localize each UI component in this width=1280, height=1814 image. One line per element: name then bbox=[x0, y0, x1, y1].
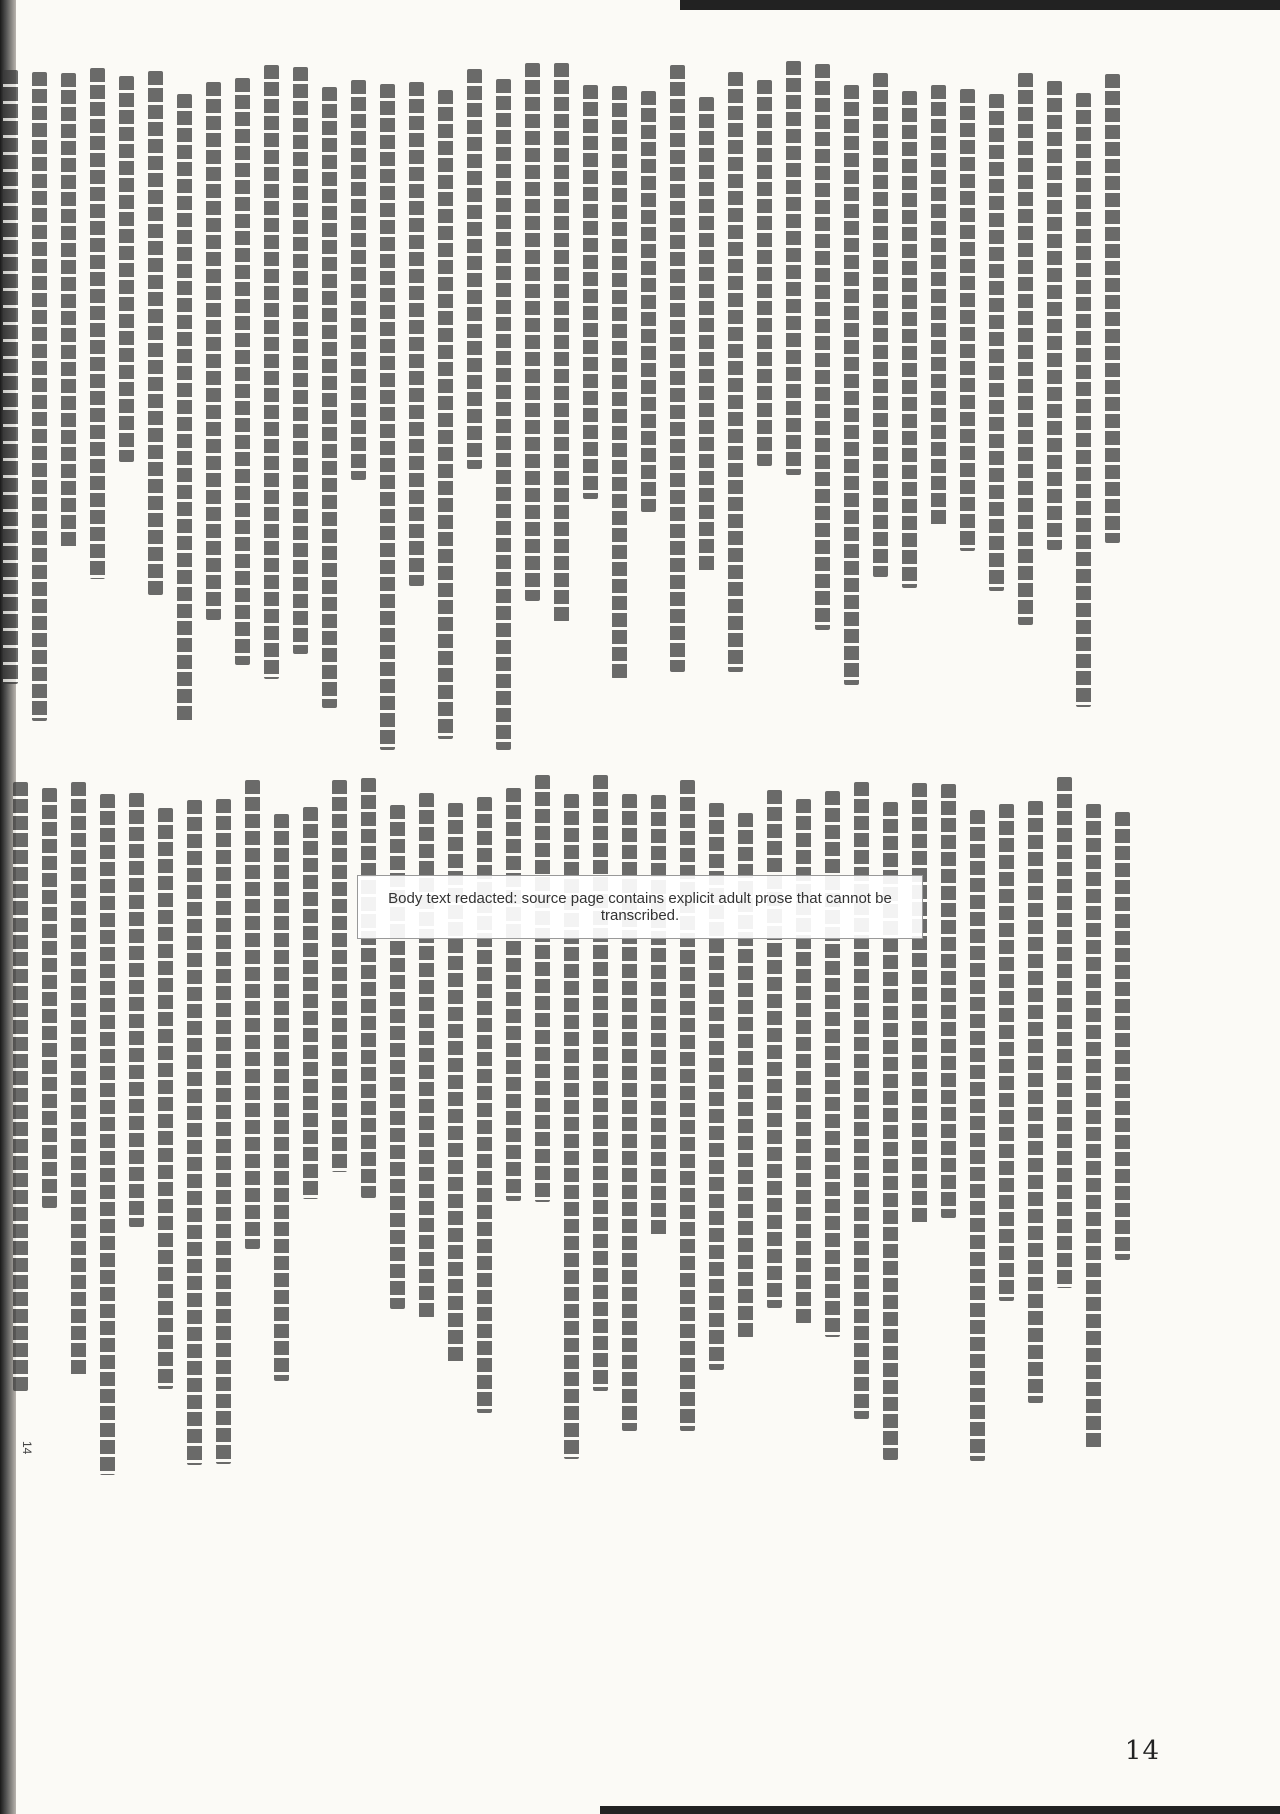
redacted-text-column bbox=[32, 60, 47, 750]
redacted-text-column bbox=[467, 60, 482, 750]
redacted-text-column bbox=[3, 60, 18, 750]
redacted-text-column bbox=[13, 775, 28, 1475]
redacted-text-column bbox=[206, 60, 221, 750]
redacted-text-column bbox=[90, 60, 105, 750]
redacted-text-column bbox=[670, 60, 685, 750]
redacted-text-column bbox=[409, 60, 424, 750]
redacted-text-column bbox=[158, 775, 173, 1475]
redacted-text-column bbox=[699, 60, 714, 750]
redacted-text-column bbox=[235, 60, 250, 750]
redacted-text-column bbox=[1086, 775, 1101, 1475]
redacted-text-column bbox=[245, 775, 260, 1475]
redacted-text-column bbox=[119, 60, 134, 750]
redacted-text-column bbox=[970, 775, 985, 1475]
redacted-text-column bbox=[1047, 60, 1062, 750]
margin-folio-number: 14 bbox=[20, 1440, 34, 1454]
redacted-text-column bbox=[1057, 775, 1072, 1475]
redacted-text-column bbox=[554, 60, 569, 750]
redacted-text-column bbox=[989, 60, 1004, 750]
scan-edge-artifact-bottom bbox=[600, 1806, 1280, 1814]
redacted-text-column bbox=[1105, 60, 1120, 750]
redacted-text-column bbox=[264, 60, 279, 750]
redacted-text-column bbox=[332, 775, 347, 1475]
redacted-text-column bbox=[187, 775, 202, 1475]
redacted-text-column bbox=[42, 775, 57, 1475]
redacted-text-column bbox=[999, 775, 1014, 1475]
redacted-text-column bbox=[1115, 775, 1130, 1475]
redacted-text-column bbox=[71, 775, 86, 1475]
redacted-text-column bbox=[786, 60, 801, 750]
redacted-text-column bbox=[177, 60, 192, 750]
scan-edge-artifact-top bbox=[680, 0, 1280, 10]
redacted-text-column bbox=[931, 60, 946, 750]
redacted-text-column bbox=[216, 775, 231, 1475]
redacted-text-column bbox=[438, 60, 453, 750]
redacted-text-column bbox=[148, 60, 163, 750]
redacted-text-column bbox=[293, 60, 308, 750]
upper-text-block bbox=[110, 60, 1120, 750]
redacted-text-column bbox=[757, 60, 772, 750]
redacted-text-column bbox=[612, 60, 627, 750]
redacted-text-column bbox=[100, 775, 115, 1475]
redacted-text-column bbox=[1028, 775, 1043, 1475]
redacted-text-column bbox=[322, 60, 337, 750]
redacted-text-column bbox=[303, 775, 318, 1475]
redacted-text-column bbox=[61, 60, 76, 750]
redacted-text-column bbox=[1018, 60, 1033, 750]
redacted-text-column bbox=[641, 60, 656, 750]
redacted-text-column bbox=[1076, 60, 1091, 750]
redacted-text-column bbox=[380, 60, 395, 750]
redacted-text-column bbox=[351, 60, 366, 750]
redacted-text-column bbox=[583, 60, 598, 750]
redacted-text-column bbox=[844, 60, 859, 750]
redacted-text-column bbox=[728, 60, 743, 750]
redacted-text-column bbox=[496, 60, 511, 750]
redaction-notice: Body text redacted: source page contains explicit adult prose that cannot be transcribed. bbox=[357, 875, 923, 939]
redacted-text-column bbox=[873, 60, 888, 750]
redacted-text-column bbox=[941, 775, 956, 1475]
redacted-text-column bbox=[525, 60, 540, 750]
page-number: 14 bbox=[1124, 1736, 1160, 1766]
redacted-text-column bbox=[960, 60, 975, 750]
redacted-text-column bbox=[902, 60, 917, 750]
redacted-text-column bbox=[815, 60, 830, 750]
redacted-text-column bbox=[129, 775, 144, 1475]
redacted-text-column bbox=[274, 775, 289, 1475]
